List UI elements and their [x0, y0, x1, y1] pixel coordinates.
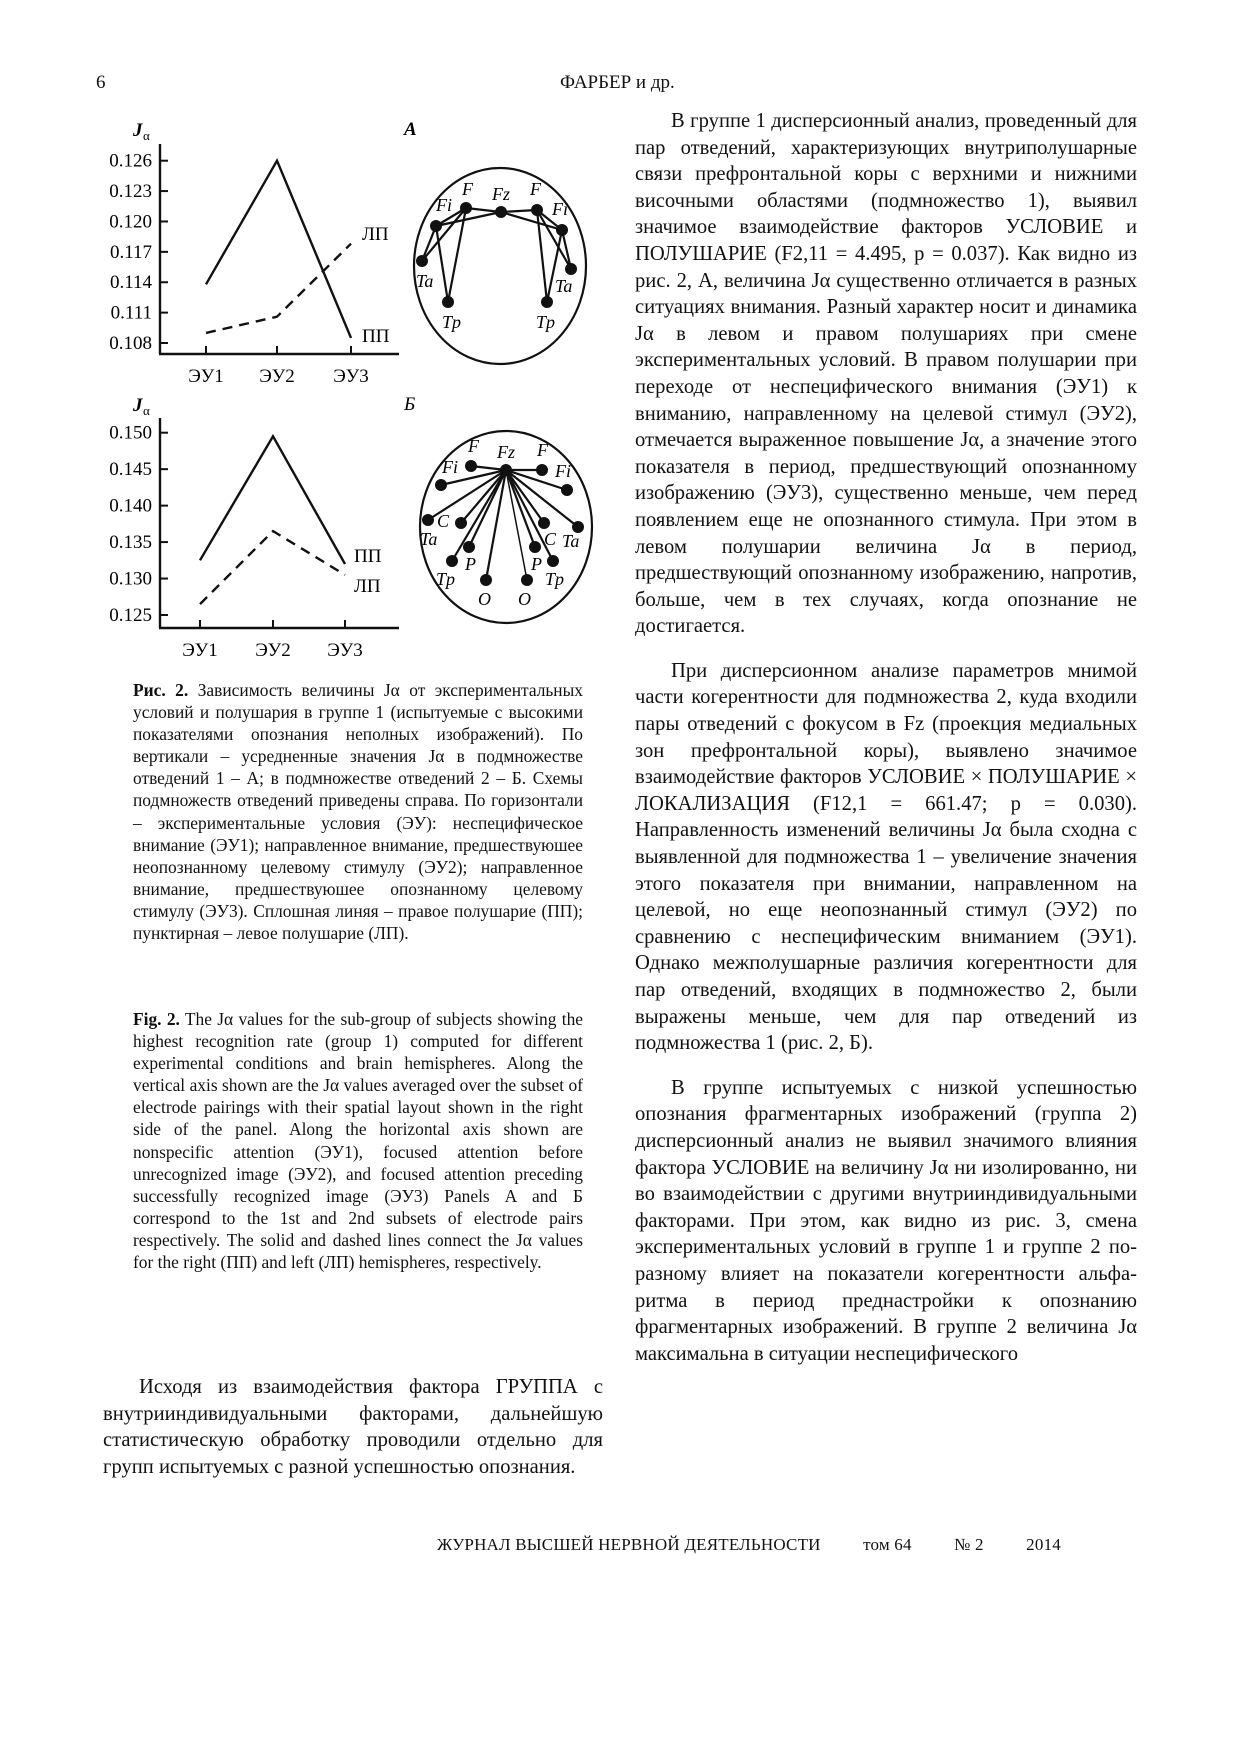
paragraph: При дисперсионном анализе параметров мнимой части когерентности для подмножества 2, куда входили пары отведений с фокусом в Fz (проекция медиальных зон префронтальной коры), выявлено значимое взаимодействие факторов УСЛОВИЕ × ПОЛУШАРИЕ × ЛОКАЛИЗАЦИЯ (F12,1 = 661.47; p = 0.030). Направленность изменений величины Jα была сходна с выявленной для подмножества 1 – увеличение значения этого показателя при внимании, направленном на целевой, но еще неопознанный стимул (ЭУ2) по сравнению с неспецифическим вниманием (ЭУ1). Однако межполушарные различия когерентности для пар отведений, входящих в подмножество 2, были выражены меньше, чем для пар отведений из подмножества 1 (рис. 2, Б). — [635, 659, 1138, 1055]
journal-year: 2014 — [1026, 1535, 1061, 1554]
panel-label-a: A — [404, 119, 417, 140]
paragraph: В группе 1 дисперсионный анализ, проведенный для пар отведений, характеризующих внутриполушарные связи префронтальной коры с верхними и нижними височными областями (подмножество 1), выявил значимое взаимодействие факторов УСЛОВИЕ и ПОЛУШАРИЕ (F2,11 = 4.495, p = 0.037). Как видно из рис. 2, А, величина Jα существенно отличается в разных ситуациях внимания. Разный характер носит и динамика Jα в левом и правом полушариях при смене экспериментальных условий. В правом полушарии при переходе от неспецифического внимания (ЭУ1) к вниманию, направленному на целевой стимул (ЭУ2), отмечается выраженное повышение Jα, а значение этого показателя в период, предшествующий опознанному изображению (ЭУ3), существенно меньше, чем перед появлением еще не опознанного стимула. При этом в левом полушарии величина Jα в период, предшествующий опознанному изображению, напротив, больше, чем в тех случаях, когда опознание не достигается. — [635, 110, 1137, 638]
svg-text:α: α — [143, 403, 150, 418]
svg-text:Fi: Fi — [436, 195, 452, 215]
journal-footer — [437, 1535, 1061, 1555]
caption-text: The Jα values for the sub-group of subjects showing the highest recognition rate (group 1) computed for different experimental conditions and brain hemispheres. Along the vertical axis shown are the Jα values averaged over the subset of electrode pairings with their spatial layout shown in the right side of the panel. Along the horizontal axis shown are nonspecific attention (ЭУ1), focused attention before unrecognized image (ЭУ2), and focused attention preceding successfully recognized image (ЭУ3) Panels A and Б correspond to the 1st and 2nd subsets of electrode pairs respectively. The solid and dashed lines connect the Jα values for the right (ПП) and left (ЛП) hemispheres, respectively. — [133, 1009, 583, 1273]
svg-text:ЭУ1: ЭУ1 — [182, 640, 218, 661]
svg-text:Ta: Ta — [416, 271, 434, 291]
svg-text:C: C — [544, 529, 557, 549]
svg-text:ЭУ2: ЭУ2 — [259, 366, 295, 385]
svg-text:P: P — [531, 554, 542, 574]
figure-caption-ru — [133, 679, 583, 944]
svg-text:F: F — [537, 440, 548, 460]
y-axis-label — [132, 395, 150, 418]
svg-text:α: α — [143, 128, 150, 143]
svg-text:0.117: 0.117 — [109, 241, 152, 263]
svg-text:0.108: 0.108 — [109, 333, 152, 354]
svg-text:0.145: 0.145 — [109, 459, 152, 481]
series-right-hemisphere — [200, 436, 345, 564]
svg-text:Ta: Ta — [420, 529, 438, 549]
svg-text:0.150: 0.150 — [109, 422, 152, 444]
svg-text:Tp: Tp — [436, 569, 456, 589]
x-axis-ticks — [182, 620, 363, 661]
svg-text:ЭУ2: ЭУ2 — [255, 640, 291, 661]
svg-text:ЭУ3: ЭУ3 — [327, 640, 363, 661]
svg-text:Fi: Fi — [552, 199, 568, 219]
journal-name: ЖУРНАЛ ВЫСШЕЙ НЕРВНОЙ ДЕЯТЕЛЬНОСТИ — [437, 1535, 821, 1554]
svg-text:J: J — [133, 395, 143, 416]
right-column — [635, 108, 1137, 1367]
svg-text:0.140: 0.140 — [109, 495, 152, 517]
figure-caption-en — [133, 1008, 583, 1273]
svg-text:O: O — [518, 589, 531, 609]
paragraph: Исходя из взаимодействия фактора ГРУППА с внутрииндивидуальными факторами, дальнейшую статистическую обработку проводили отдельно для групп испытуемых с разной успешностью опознания. — [103, 1376, 603, 1478]
svg-text:ЭУ1: ЭУ1 — [188, 366, 224, 385]
svg-text:Fz: Fz — [497, 442, 515, 462]
svg-text:Ta: Ta — [562, 531, 580, 551]
svg-text:Tp: Tp — [536, 312, 556, 332]
panel-label-b: Б — [404, 394, 416, 415]
svg-text:F: F — [462, 179, 473, 199]
svg-text:P: P — [465, 554, 476, 574]
svg-text:Ta: Ta — [555, 276, 573, 296]
electrode-scheme-b — [400, 420, 620, 640]
svg-text:J: J — [133, 120, 143, 141]
series-left-hemisphere — [200, 531, 345, 604]
svg-text:C: C — [437, 511, 450, 531]
svg-text:O: O — [478, 589, 491, 609]
svg-text:F: F — [468, 436, 479, 456]
caption-label: Fig. 2. — [133, 1009, 180, 1029]
svg-text:0.135: 0.135 — [109, 532, 152, 554]
svg-text:0.120: 0.120 — [109, 211, 152, 233]
svg-text:Tp: Tp — [442, 312, 462, 332]
svg-text:0.114: 0.114 — [109, 272, 152, 294]
journal-issue: № 2 — [954, 1535, 984, 1554]
caption-text: Зависимость величины Jα от экспериментальных условий и полушария в группе 1 (испытуемые с высокими показателями опознания неполных изображений). По вертикали – усредненные значения Jα в подмножестве отведений 1 – А; в подмножестве отведений 2 – Б. Схемы подмножеств отведений приведены справа. По горизонтали – экспериментальные условия (ЭУ): неспецифическое внимание (ЭУ1); направленное внимание, предшествуюшее неопознанному целевому стимулу (ЭУ2); направленное внимание, предшествуюшее опознанному целевому стимулу (ЭУ3). Сплошная линяя – правое полушарие (ПП); пунктирная – левое полушарие (ЛП). — [133, 680, 583, 944]
x-axis-ticks — [188, 346, 369, 385]
series-label-pp: ПП — [354, 546, 382, 567]
svg-text:ЭУ3: ЭУ3 — [333, 366, 369, 385]
electrode-scheme-a — [400, 160, 620, 375]
svg-text:0.130: 0.130 — [109, 568, 152, 590]
svg-text:Tp: Tp — [545, 569, 565, 589]
chart-panel-a — [90, 110, 420, 385]
series-label-pp: ПП — [362, 326, 390, 347]
y-axis-label — [132, 120, 150, 143]
svg-text:Fz: Fz — [492, 184, 510, 204]
svg-text:0.123: 0.123 — [109, 181, 152, 203]
svg-text:Fi: Fi — [442, 457, 458, 477]
chart-panel-b — [90, 385, 420, 670]
svg-text:0.125: 0.125 — [109, 605, 152, 626]
series-label-lp: ЛП — [362, 224, 389, 245]
svg-text:0.111: 0.111 — [110, 302, 152, 324]
series-label-lp: ЛП — [354, 576, 381, 597]
paragraph: В группе испытуемых с низкой успешностью опознания фрагментарных изображений (группа 2) дисперсионный анализ не выявил значимого влияния фактора УСЛОВИЕ на величину Jα ни изолированно, ни во взаимодействии с другими внутрииндивидуальными факторами. При этом, как видно из рис. 3, смена экспериментальных условий в группе 1 и группе 2 по-разному влияет на показатели когерентности альфа-ритма в период преднастройки к опознанию фрагментарных изображений. В группе 2 величина Jα максимальна в ситуации неспецифического — [635, 1076, 1137, 1365]
svg-text:F: F — [530, 179, 541, 199]
svg-text:Fi: Fi — [555, 461, 571, 481]
journal-volume: том 64 — [863, 1535, 912, 1554]
page-number: 6 — [96, 72, 106, 93]
running-title: ФАРБЕР и др. — [560, 72, 675, 93]
series-right-hemisphere — [206, 161, 351, 338]
left-column — [103, 1374, 603, 1480]
svg-text:0.126: 0.126 — [109, 150, 152, 172]
caption-label: Рис. 2. — [133, 680, 189, 700]
